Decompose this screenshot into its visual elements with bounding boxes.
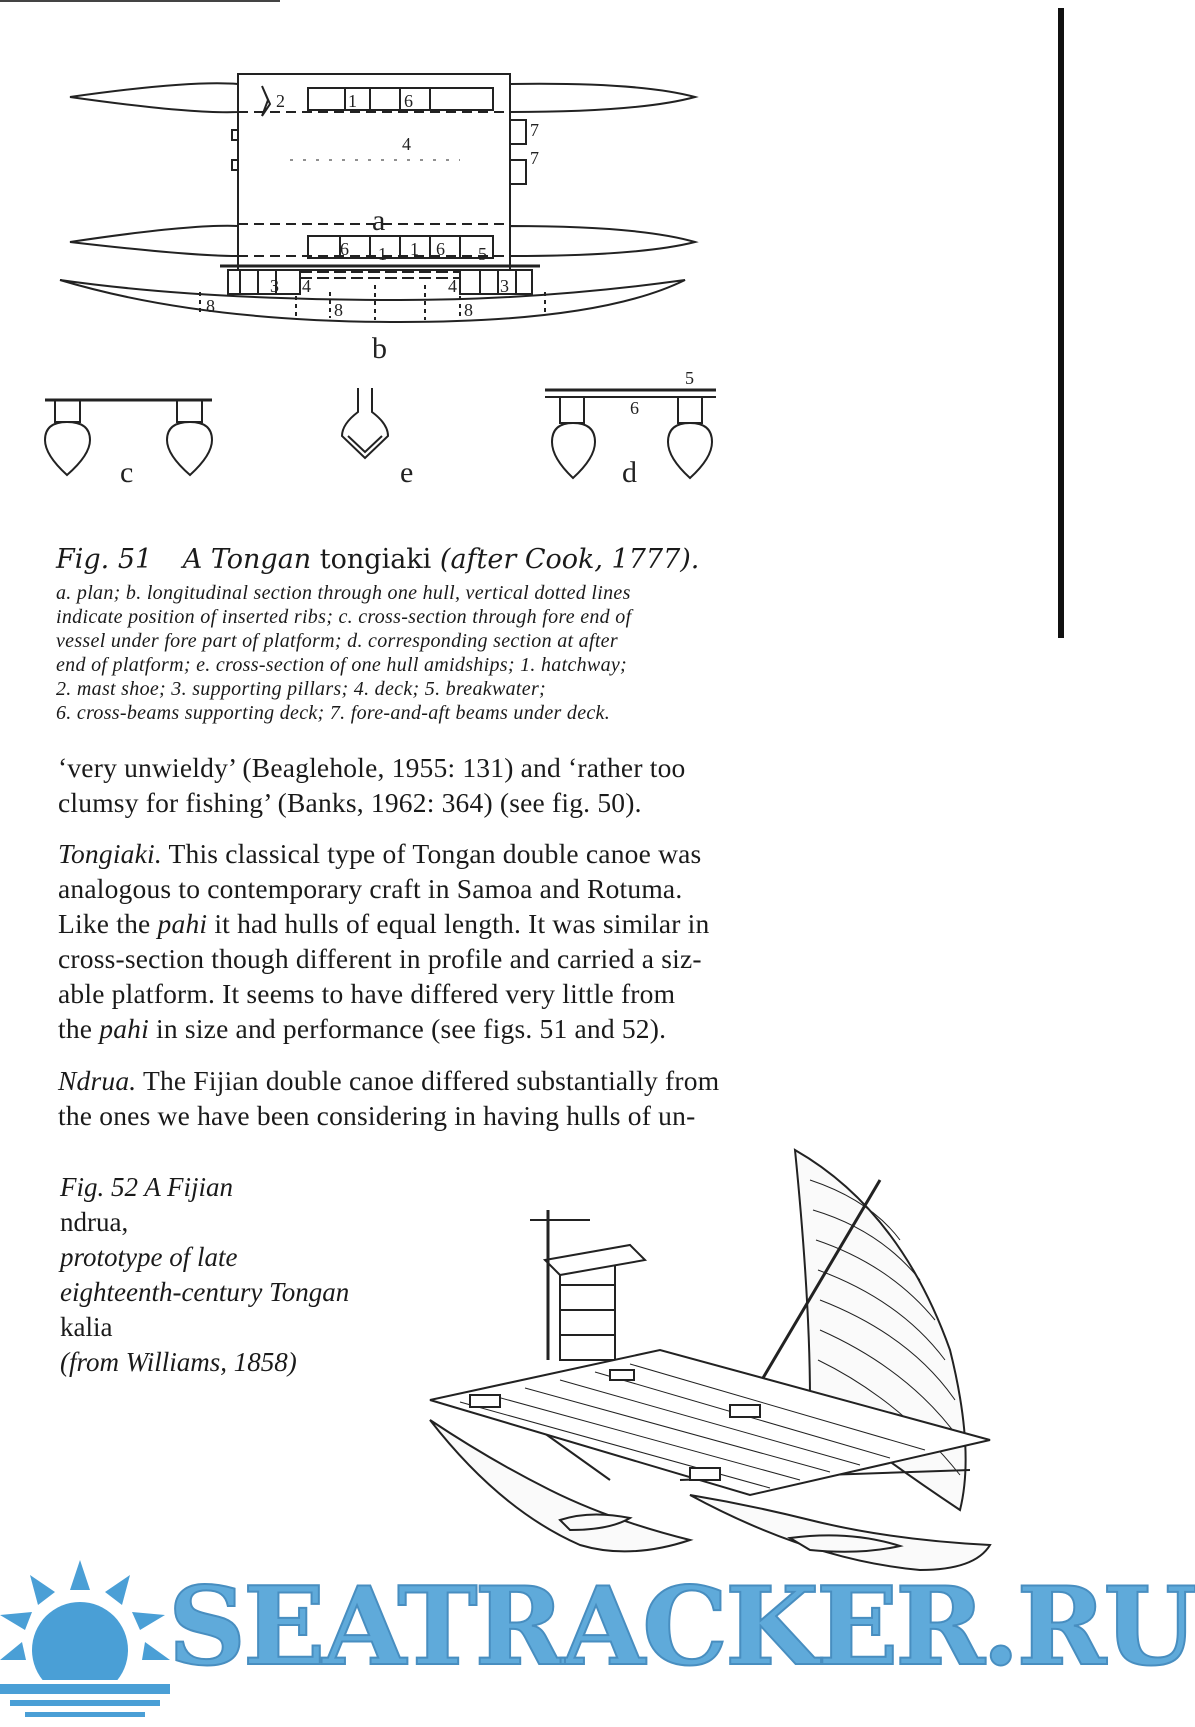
panel-label-e: e — [400, 456, 414, 489]
figure-51-title: Fig. 51 A Tongan tongiaki (after Cook, 1777). — [56, 544, 700, 575]
panel-label-c: c — [120, 456, 134, 489]
watermark — [0, 1560, 1195, 1727]
watermark-text: SEATRACKER.RU — [168, 1564, 1195, 1690]
figure-52-drawing — [430, 1150, 1070, 1610]
cross-section-e — [342, 388, 388, 458]
panel-label-a: a — [372, 204, 386, 237]
section-number-3-left: 3 — [270, 276, 279, 296]
section-number-3-right: 3 — [500, 276, 509, 296]
section-number-8-c: 8 — [464, 300, 473, 320]
figure-52-caption: Fig. 52 A Fijian ndrua, prototype of late eighteenth-century Tongan kalia (from Williams, 1858) — [60, 1172, 350, 1377]
plan-number-7-a: 7 — [530, 120, 539, 140]
plan-number-1-bottom: 1 — [410, 239, 419, 259]
section-number-5-left: 4 — [302, 276, 311, 296]
paragraph-tongiaki: Tongiaki. This classical type of Tongan double canoe was analogous to contemporary craft in Samoa and Rotuma. Like the pahi it had hulls of equal length. It was similar in cross-section though different in profile and carried a siz- able platform. It seems to have differed very little from the pahi in size and performance (see figs. 51 and 52). — [58, 838, 710, 1044]
section-number-6-d: 6 — [630, 398, 639, 418]
paragraph-ndrua: Ndrua. The Fijian double canoe differed substantially from the ones we have been considering in having hulls of un- — [58, 1065, 720, 1131]
longitudinal-section-b — [60, 266, 685, 322]
plan-view-a — [70, 74, 695, 270]
plan-number-2: 2 — [276, 91, 285, 111]
section-number-1: 1 — [378, 244, 387, 264]
figure-51-caption — [56, 544, 796, 725]
section-number-4-d: 5 — [685, 368, 694, 388]
plan-number-6-top: 6 — [404, 91, 413, 111]
section-number-8-b: 8 — [334, 300, 343, 320]
top-rule — [0, 0, 280, 2]
plan-number-6-left: 6 — [340, 239, 349, 259]
panel-label-b: b — [372, 332, 387, 365]
deck-house — [545, 1245, 645, 1360]
section-number-5-right: 4 — [448, 276, 457, 296]
panel-label-d: d — [622, 456, 637, 489]
term-ndrua: Ndrua. — [58, 1065, 137, 1096]
paragraph-continuation: ‘very unwieldy’ (Beaglehole, 1955: 131) and ‘rather too clumsy for fishing’ (Banks, 1962: 364) (see fig. 50). — [58, 752, 686, 818]
page-edge-bar — [1058, 8, 1064, 638]
plan-number-4: 4 — [402, 134, 411, 154]
plan-number-6-right: 6 — [436, 239, 445, 259]
plan-number-1-top: 1 — [348, 91, 357, 111]
figure-51-drawing — [40, 60, 780, 540]
section-number-4: 5 — [478, 244, 487, 264]
sun-logo-icon — [0, 1560, 170, 1727]
term-tongiaki: Tongiaki. — [58, 838, 162, 869]
figure-51-legend: a. plan; b. longitudinal section through one hull, vertical dotted lines indicate position of inserted ribs; c. cross-section through fore end of vessel under fore part of platform; d. corresponding section at after end of platform; e. cross-section of one hull amidships; 1. hatchway; 2. mast shoe; 3. supporting pillars; 4. deck; 5. breakwater; 6. cross-beams supporting deck; 7. fore-and-aft beams under deck. — [56, 582, 632, 724]
section-number-8-a: 8 — [206, 296, 215, 316]
plan-number-7-b: 7 — [530, 148, 539, 168]
